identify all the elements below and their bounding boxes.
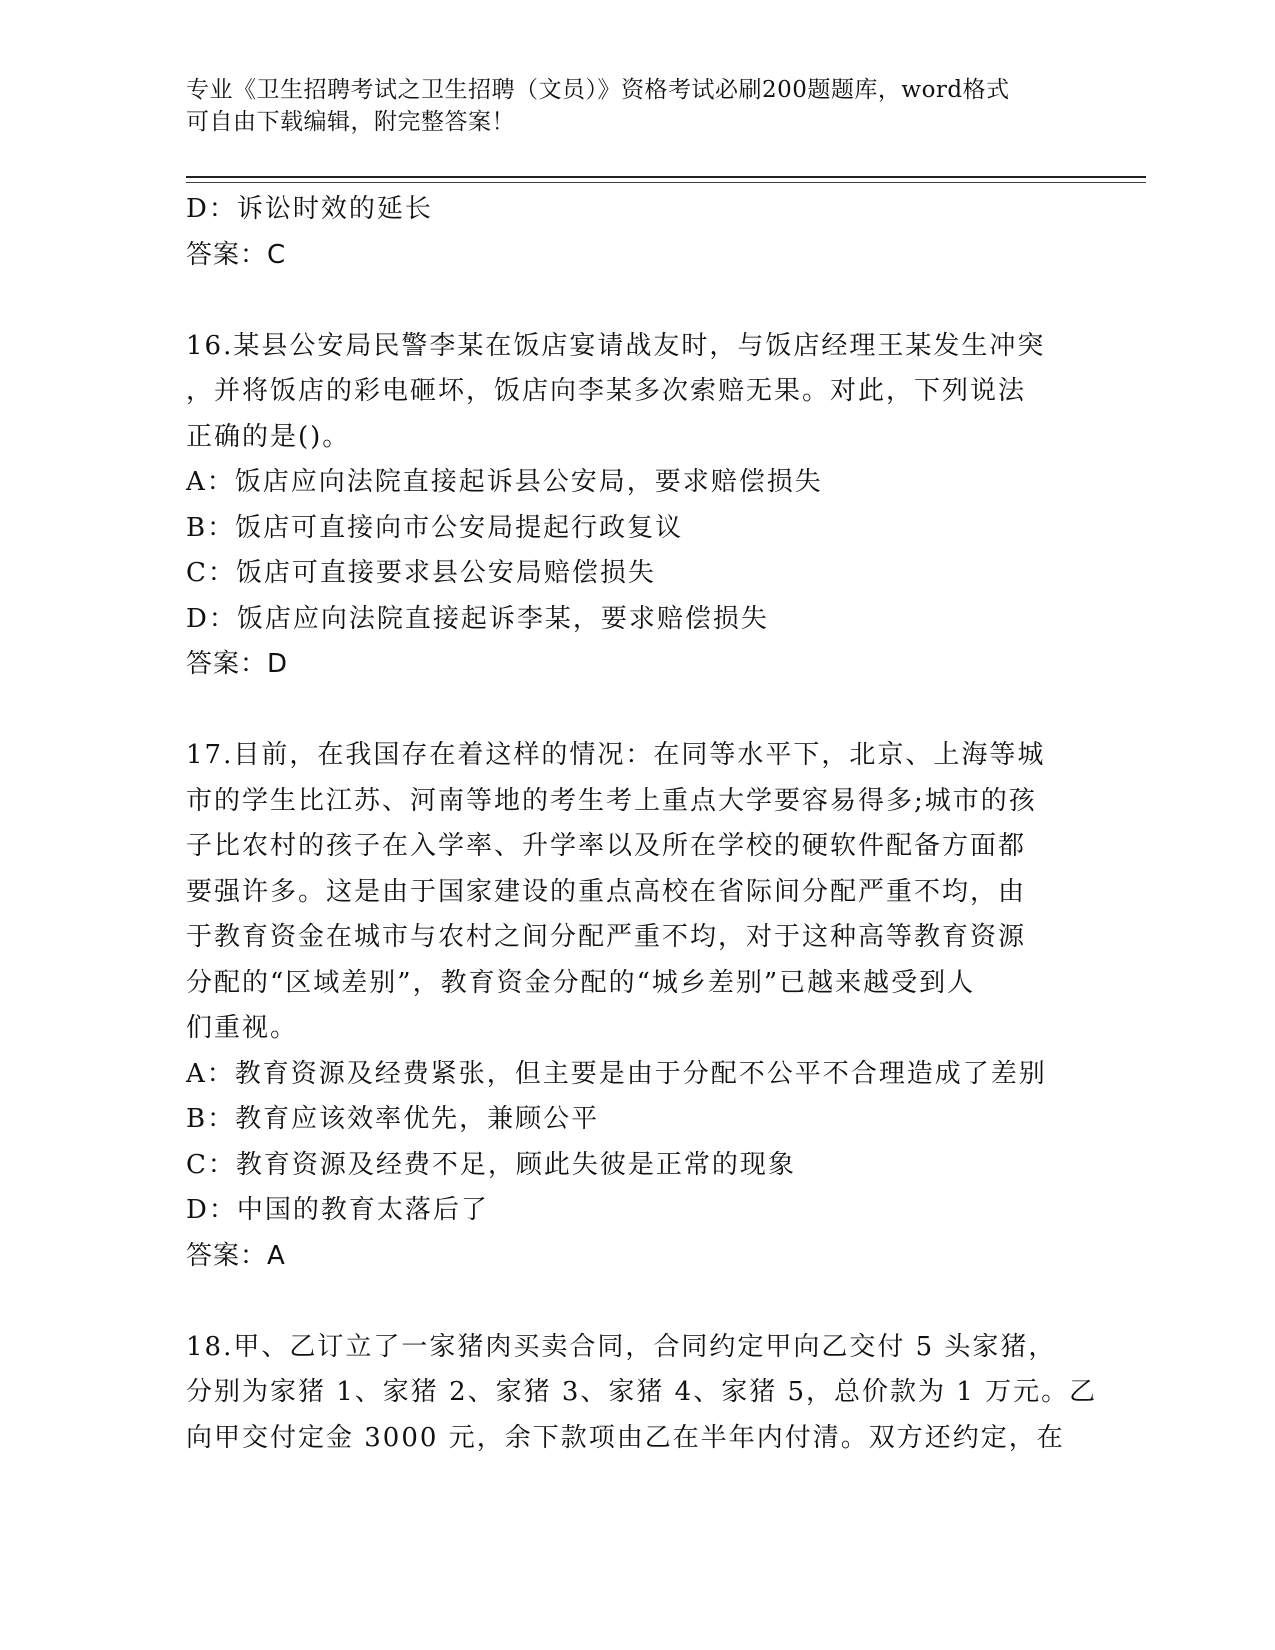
q17-text-line-2: 市的学生比江苏、河南等地的考生考上重点大学要容易得多;城市的孩 xyxy=(186,785,1037,816)
q17-option-a: A：教育资源及经费紧张，但主要是由于分配不公平不合理造成了差别 xyxy=(186,1058,1047,1089)
header-rule-thick xyxy=(186,176,1146,178)
q17-option-c: C：教育资源及经费不足，顾此失彼是正常的现象 xyxy=(186,1149,796,1180)
q17-answer: 答案：A xyxy=(186,1240,286,1271)
q15-answer: 答案：C xyxy=(186,239,287,270)
q16-option-d: D：饭店应向法院直接起诉李某，要求赔偿损失 xyxy=(186,603,769,634)
spacer xyxy=(186,1279,1066,1325)
question-18 xyxy=(186,1325,1098,1462)
q16-option-b: B：饭店可直接向市公安局提起行政复议 xyxy=(186,512,684,543)
q17-text-line-4: 要强许多。这是由于国家建设的重点高校在省际间分配严重不均，由 xyxy=(186,876,1027,907)
q18-text-line-2: 分别为家猪 1、家猪 2、家猪 3、家猪 4、家猪 5，总价款为 1 万元。乙 xyxy=(186,1377,1098,1407)
q17-text-line-7: 们重视。 xyxy=(186,1013,299,1043)
question-16 xyxy=(186,324,1066,688)
spacer xyxy=(186,278,1066,324)
header-line-1: 专业《卫生招聘考试之卫生招聘（文员）》资格考试必刷200题题库，word格式 xyxy=(186,77,1010,103)
q16-option-c: C：饭店可直接要求县公安局赔偿损失 xyxy=(186,558,656,588)
q16-text-line-3: 正确的是()。 xyxy=(186,421,351,452)
q16-text-line-1: 16.某县公安局民警李某在饭店宴请战友时，与饭店经理王某发生冲突 xyxy=(186,330,1046,361)
q17-option-d: D：中国的教育太落后了 xyxy=(186,1195,489,1225)
header-line-2: 可自由下载编辑，附完整答案！ xyxy=(186,109,515,135)
q17-text-line-6: 分配的“区域差别”，教育资金分配的“城乡差别”已越来越受到人 xyxy=(186,967,976,998)
q17-text-line-1: 17.目前，在我国存在着这样的情况：在同等水平下，北京、上海等城 xyxy=(186,740,1046,770)
q18-text-line-1: 18.甲、乙订立了一家猪肉买卖合同，合同约定甲向乙交付 5 头家猪， xyxy=(186,1331,1057,1362)
q18-text-line-3: 向甲交付定金 3000 元，余下款项由乙在半年内付清。双方还约定，在 xyxy=(186,1422,1065,1453)
q16-option-a: A：饭店应向法院直接起诉县公安局，要求赔偿损失 xyxy=(186,467,823,497)
q15-option-d: D：诉讼时效的延长 xyxy=(186,194,433,224)
q17-option-b: B：教育应该效率优先，兼顾公平 xyxy=(186,1104,600,1134)
q17-text-line-5: 于教育资金在城市与农村之间分配严重不均，对于这种高等教育资源 xyxy=(186,922,1027,952)
header-rule-thin xyxy=(186,182,1146,183)
q17-text-line-3: 子比农村的孩子在入学率、升学率以及所在学校的硬软件配备方面都 xyxy=(186,831,1027,861)
document-body xyxy=(186,187,1098,1461)
spacer xyxy=(186,688,1066,734)
q16-text-line-2: ，并将饭店的彩电砸坏，饭店向李某多次索赔无果。对此，下列说法 xyxy=(186,376,1027,406)
question-15 xyxy=(186,187,1066,278)
page-header xyxy=(186,74,1066,138)
q16-answer: 答案：D xyxy=(186,649,289,679)
question-17 xyxy=(186,733,1066,1279)
